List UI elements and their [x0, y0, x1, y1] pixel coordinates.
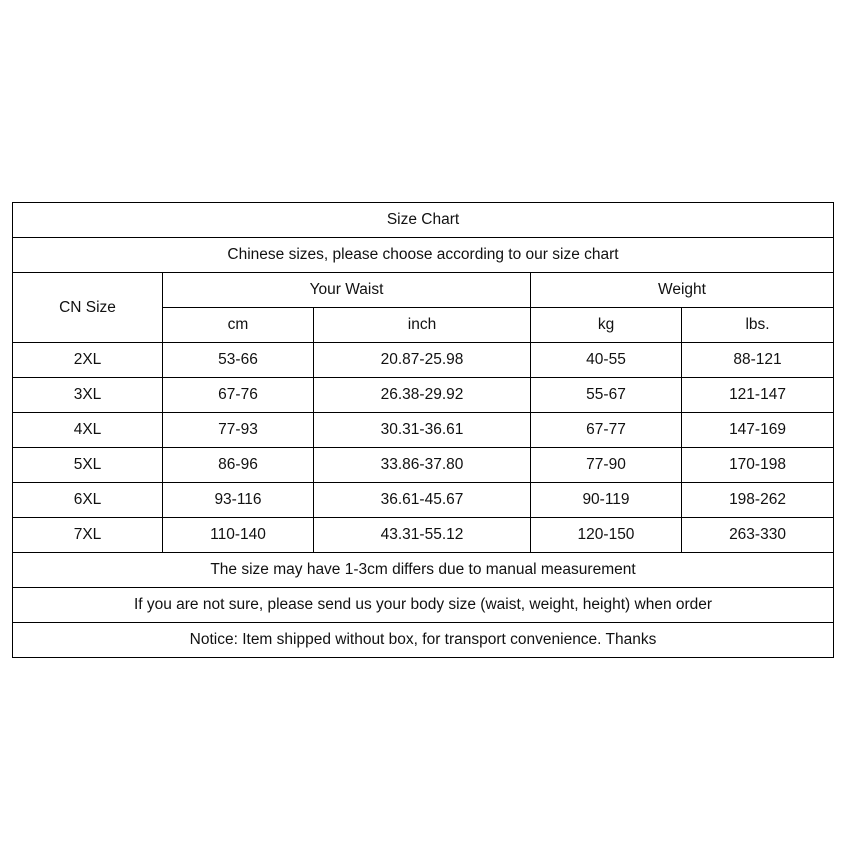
weight-kg-cell: 77-90	[531, 448, 682, 483]
subtitle-row	[13, 238, 834, 273]
weight-lbs-cell: 121-147	[682, 378, 834, 413]
waist-inch-cell: 36.61-45.67	[314, 483, 531, 518]
table-subtitle: Chinese sizes, please choose according to our size chart	[13, 238, 834, 273]
waist-group-header: Your Waist	[163, 273, 531, 308]
waist-cm-cell: 110-140	[163, 518, 314, 553]
waist-inch-cell: 43.31-55.12	[314, 518, 531, 553]
weight-kg-cell: 120-150	[531, 518, 682, 553]
weight-lbs-cell: 198-262	[682, 483, 834, 518]
unit-header-kg: kg	[531, 308, 682, 343]
table-row	[13, 483, 834, 518]
weight-kg-cell: 90-119	[531, 483, 682, 518]
table-row	[13, 448, 834, 483]
waist-cm-cell: 67-76	[163, 378, 314, 413]
note-row	[13, 588, 834, 623]
weight-kg-cell: 55-67	[531, 378, 682, 413]
waist-inch-cell: 26.38-29.92	[314, 378, 531, 413]
waist-cm-cell: 86-96	[163, 448, 314, 483]
size-cell: 5XL	[13, 448, 163, 483]
waist-inch-cell: 30.31-36.61	[314, 413, 531, 448]
weight-lbs-cell: 170-198	[682, 448, 834, 483]
table-row	[13, 343, 834, 378]
weight-kg-cell: 40-55	[531, 343, 682, 378]
waist-cm-cell: 77-93	[163, 413, 314, 448]
size-cell: 2XL	[13, 343, 163, 378]
table-row	[13, 413, 834, 448]
size-cell: 7XL	[13, 518, 163, 553]
unit-header-lbs: lbs.	[682, 308, 834, 343]
weight-lbs-cell: 88-121	[682, 343, 834, 378]
group-header-row	[13, 273, 834, 308]
size-cell: 4XL	[13, 413, 163, 448]
table-title: Size Chart	[13, 203, 834, 238]
unit-header-cm: cm	[163, 308, 314, 343]
shipping-notice: Notice: Item shipped without box, for transport convenience. Thanks	[13, 623, 834, 658]
note-row	[13, 553, 834, 588]
size-cell: 3XL	[13, 378, 163, 413]
size-chart-table	[12, 202, 834, 658]
body-size-note: If you are not sure, please send us your body size (waist, weight, height) when order	[13, 588, 834, 623]
weight-kg-cell: 67-77	[531, 413, 682, 448]
size-cell: 6XL	[13, 483, 163, 518]
note-row	[13, 623, 834, 658]
size-column-header: CN Size	[13, 273, 163, 343]
measurement-note: The size may have 1-3cm differs due to manual measurement	[13, 553, 834, 588]
waist-cm-cell: 53-66	[163, 343, 314, 378]
weight-lbs-cell: 263-330	[682, 518, 834, 553]
weight-group-header: Weight	[531, 273, 834, 308]
waist-cm-cell: 93-116	[163, 483, 314, 518]
waist-inch-cell: 33.86-37.80	[314, 448, 531, 483]
unit-header-inch: inch	[314, 308, 531, 343]
waist-inch-cell: 20.87-25.98	[314, 343, 531, 378]
table-row	[13, 378, 834, 413]
table-row	[13, 518, 834, 553]
title-row	[13, 203, 834, 238]
weight-lbs-cell: 147-169	[682, 413, 834, 448]
